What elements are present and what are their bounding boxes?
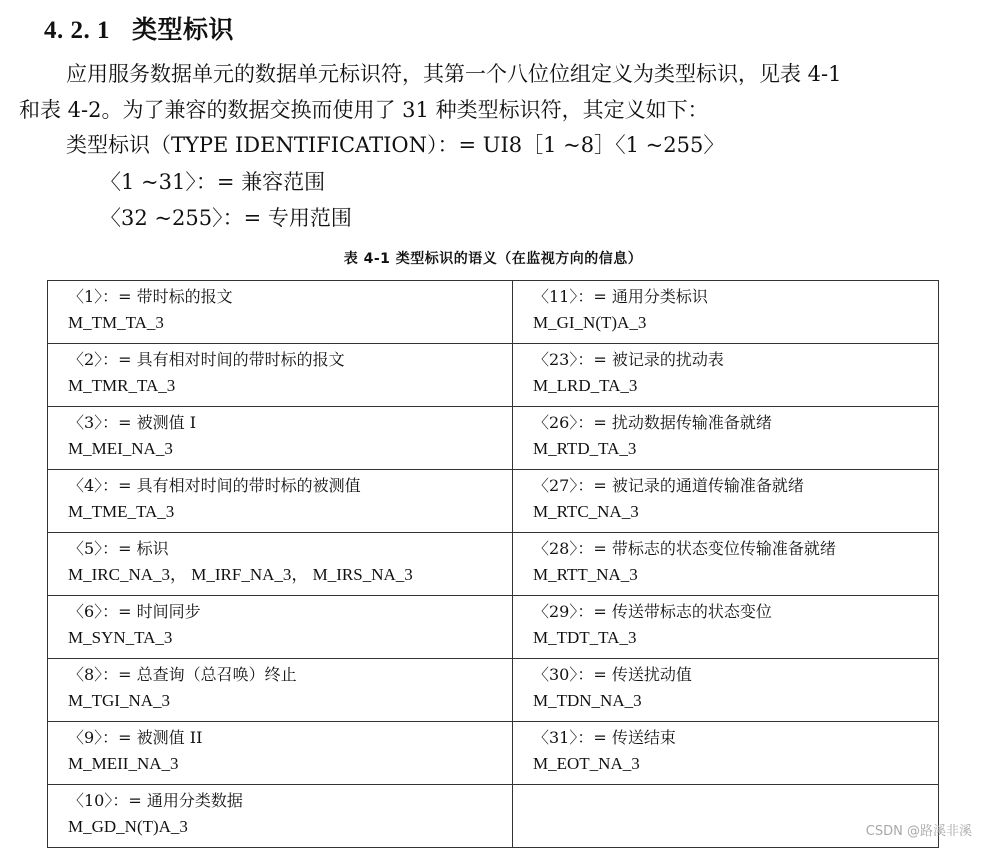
table-cell xyxy=(48,722,513,785)
section-title: 类型标识 xyxy=(132,15,235,44)
type-definition: 〈23〉：= 被记录的扰动表 xyxy=(533,350,724,369)
section-number: 4. 2. 1 xyxy=(44,17,110,44)
table-cell xyxy=(513,533,939,596)
type-code: M_GI_N(T)A_3 xyxy=(533,313,647,332)
table-caption: 表 4-1 类型标识的语义（在监视方向的信息） xyxy=(343,251,643,267)
table-cell xyxy=(513,407,939,470)
type-code: M_MEI_NA_3 xyxy=(68,439,173,458)
section-heading xyxy=(44,10,234,46)
table-cell xyxy=(513,470,939,533)
table-row xyxy=(48,281,939,344)
table-body xyxy=(48,281,939,848)
table-row xyxy=(48,596,939,659)
type-definition: 〈29〉：= 传送带标志的状态变位 xyxy=(533,602,772,621)
type-definition: 〈30〉：= 传送扰动值 xyxy=(533,665,692,684)
table-cell xyxy=(48,596,513,659)
type-code: M_TDN_NA_3 xyxy=(533,691,642,710)
watermark: CSDN @路溪非溪 xyxy=(865,824,972,839)
type-code: M_RTC_NA_3 xyxy=(533,502,639,521)
table-row xyxy=(48,785,939,848)
private-range-definition: 〈32 ~255〉：= 专用范围 xyxy=(100,206,352,230)
table-row xyxy=(48,407,939,470)
type-code: M_GD_N(T)A_3 xyxy=(68,817,188,836)
type-definition: 〈26〉：= 扰动数据传输准备就绪 xyxy=(533,413,772,432)
table-cell xyxy=(48,659,513,722)
type-code: M_RTD_TA_3 xyxy=(533,439,637,458)
type-definition: 〈10〉：= 通用分类数据 xyxy=(68,791,243,810)
type-definition: 〈1〉：= 带时标的报文 xyxy=(68,287,233,306)
compatible-range-definition: 〈1 ~31〉：= 兼容范围 xyxy=(100,170,326,194)
type-code: M_LRD_TA_3 xyxy=(533,376,638,395)
table-cell xyxy=(48,407,513,470)
type-code: M_TGI_NA_3 xyxy=(68,691,170,710)
paragraph-line-1: 应用服务数据单元的数据单元标识符，其第一个八位位组定义为类型标识，见表 4-1 xyxy=(66,62,842,86)
type-identification-definition: 类型标识（TYPE IDENTIFICATION）：= UI8［1 ~8］〈1 ~255〉 xyxy=(66,133,725,157)
type-identification-table xyxy=(47,280,939,848)
table-cell xyxy=(513,281,939,344)
type-code: M_TME_TA_3 xyxy=(68,502,175,521)
table-row xyxy=(48,722,939,785)
type-definition: 〈11〉：= 通用分类标识 xyxy=(533,287,708,306)
table-cell xyxy=(513,344,939,407)
table-row xyxy=(48,344,939,407)
type-definition: 〈2〉：= 具有相对时间的带时标的报文 xyxy=(68,350,345,369)
table-row xyxy=(48,470,939,533)
type-code: M_RTT_NA_3 xyxy=(533,565,638,584)
type-definition: 〈9〉：= 被测值 II xyxy=(68,728,203,747)
paragraph-line-2: 和表 4-2。为了兼容的数据交换而使用了 31 种类型标识符，其定义如下： xyxy=(19,98,709,122)
type-definition: 〈3〉：= 被测值 I xyxy=(68,413,197,432)
type-definition: 〈5〉：= 标识 xyxy=(68,539,169,558)
type-definition: 〈28〉：= 带标志的状态变位传输准备就绪 xyxy=(533,539,836,558)
table-cell xyxy=(48,785,513,848)
type-definition: 〈6〉：= 时间同步 xyxy=(68,602,201,621)
type-code: M_IRC_NA_3， M_IRF_NA_3， M_IRS_NA_3 xyxy=(68,565,413,584)
type-definition: 〈31〉：= 传送结束 xyxy=(533,728,676,747)
table-row xyxy=(48,659,939,722)
table-cell xyxy=(513,659,939,722)
table-cell xyxy=(48,281,513,344)
table-cell xyxy=(513,596,939,659)
type-code: M_TM_TA_3 xyxy=(68,313,164,332)
type-code: M_MEII_NA_3 xyxy=(68,754,179,773)
table-cell xyxy=(513,722,939,785)
type-code: M_SYN_TA_3 xyxy=(68,628,173,647)
type-code: M_TMR_TA_3 xyxy=(68,376,176,395)
table-cell xyxy=(48,533,513,596)
type-definition: 〈4〉：= 具有相对时间的带时标的被测值 xyxy=(68,476,361,495)
type-code: M_TDT_TA_3 xyxy=(533,628,637,647)
type-definition: 〈27〉：= 被记录的通道传输准备就绪 xyxy=(533,476,804,495)
table-cell xyxy=(48,344,513,407)
table-cell xyxy=(48,470,513,533)
type-code: M_EOT_NA_3 xyxy=(533,754,640,773)
type-definition: 〈8〉：= 总查询（总召唤）终止 xyxy=(68,665,297,684)
table-row xyxy=(48,533,939,596)
